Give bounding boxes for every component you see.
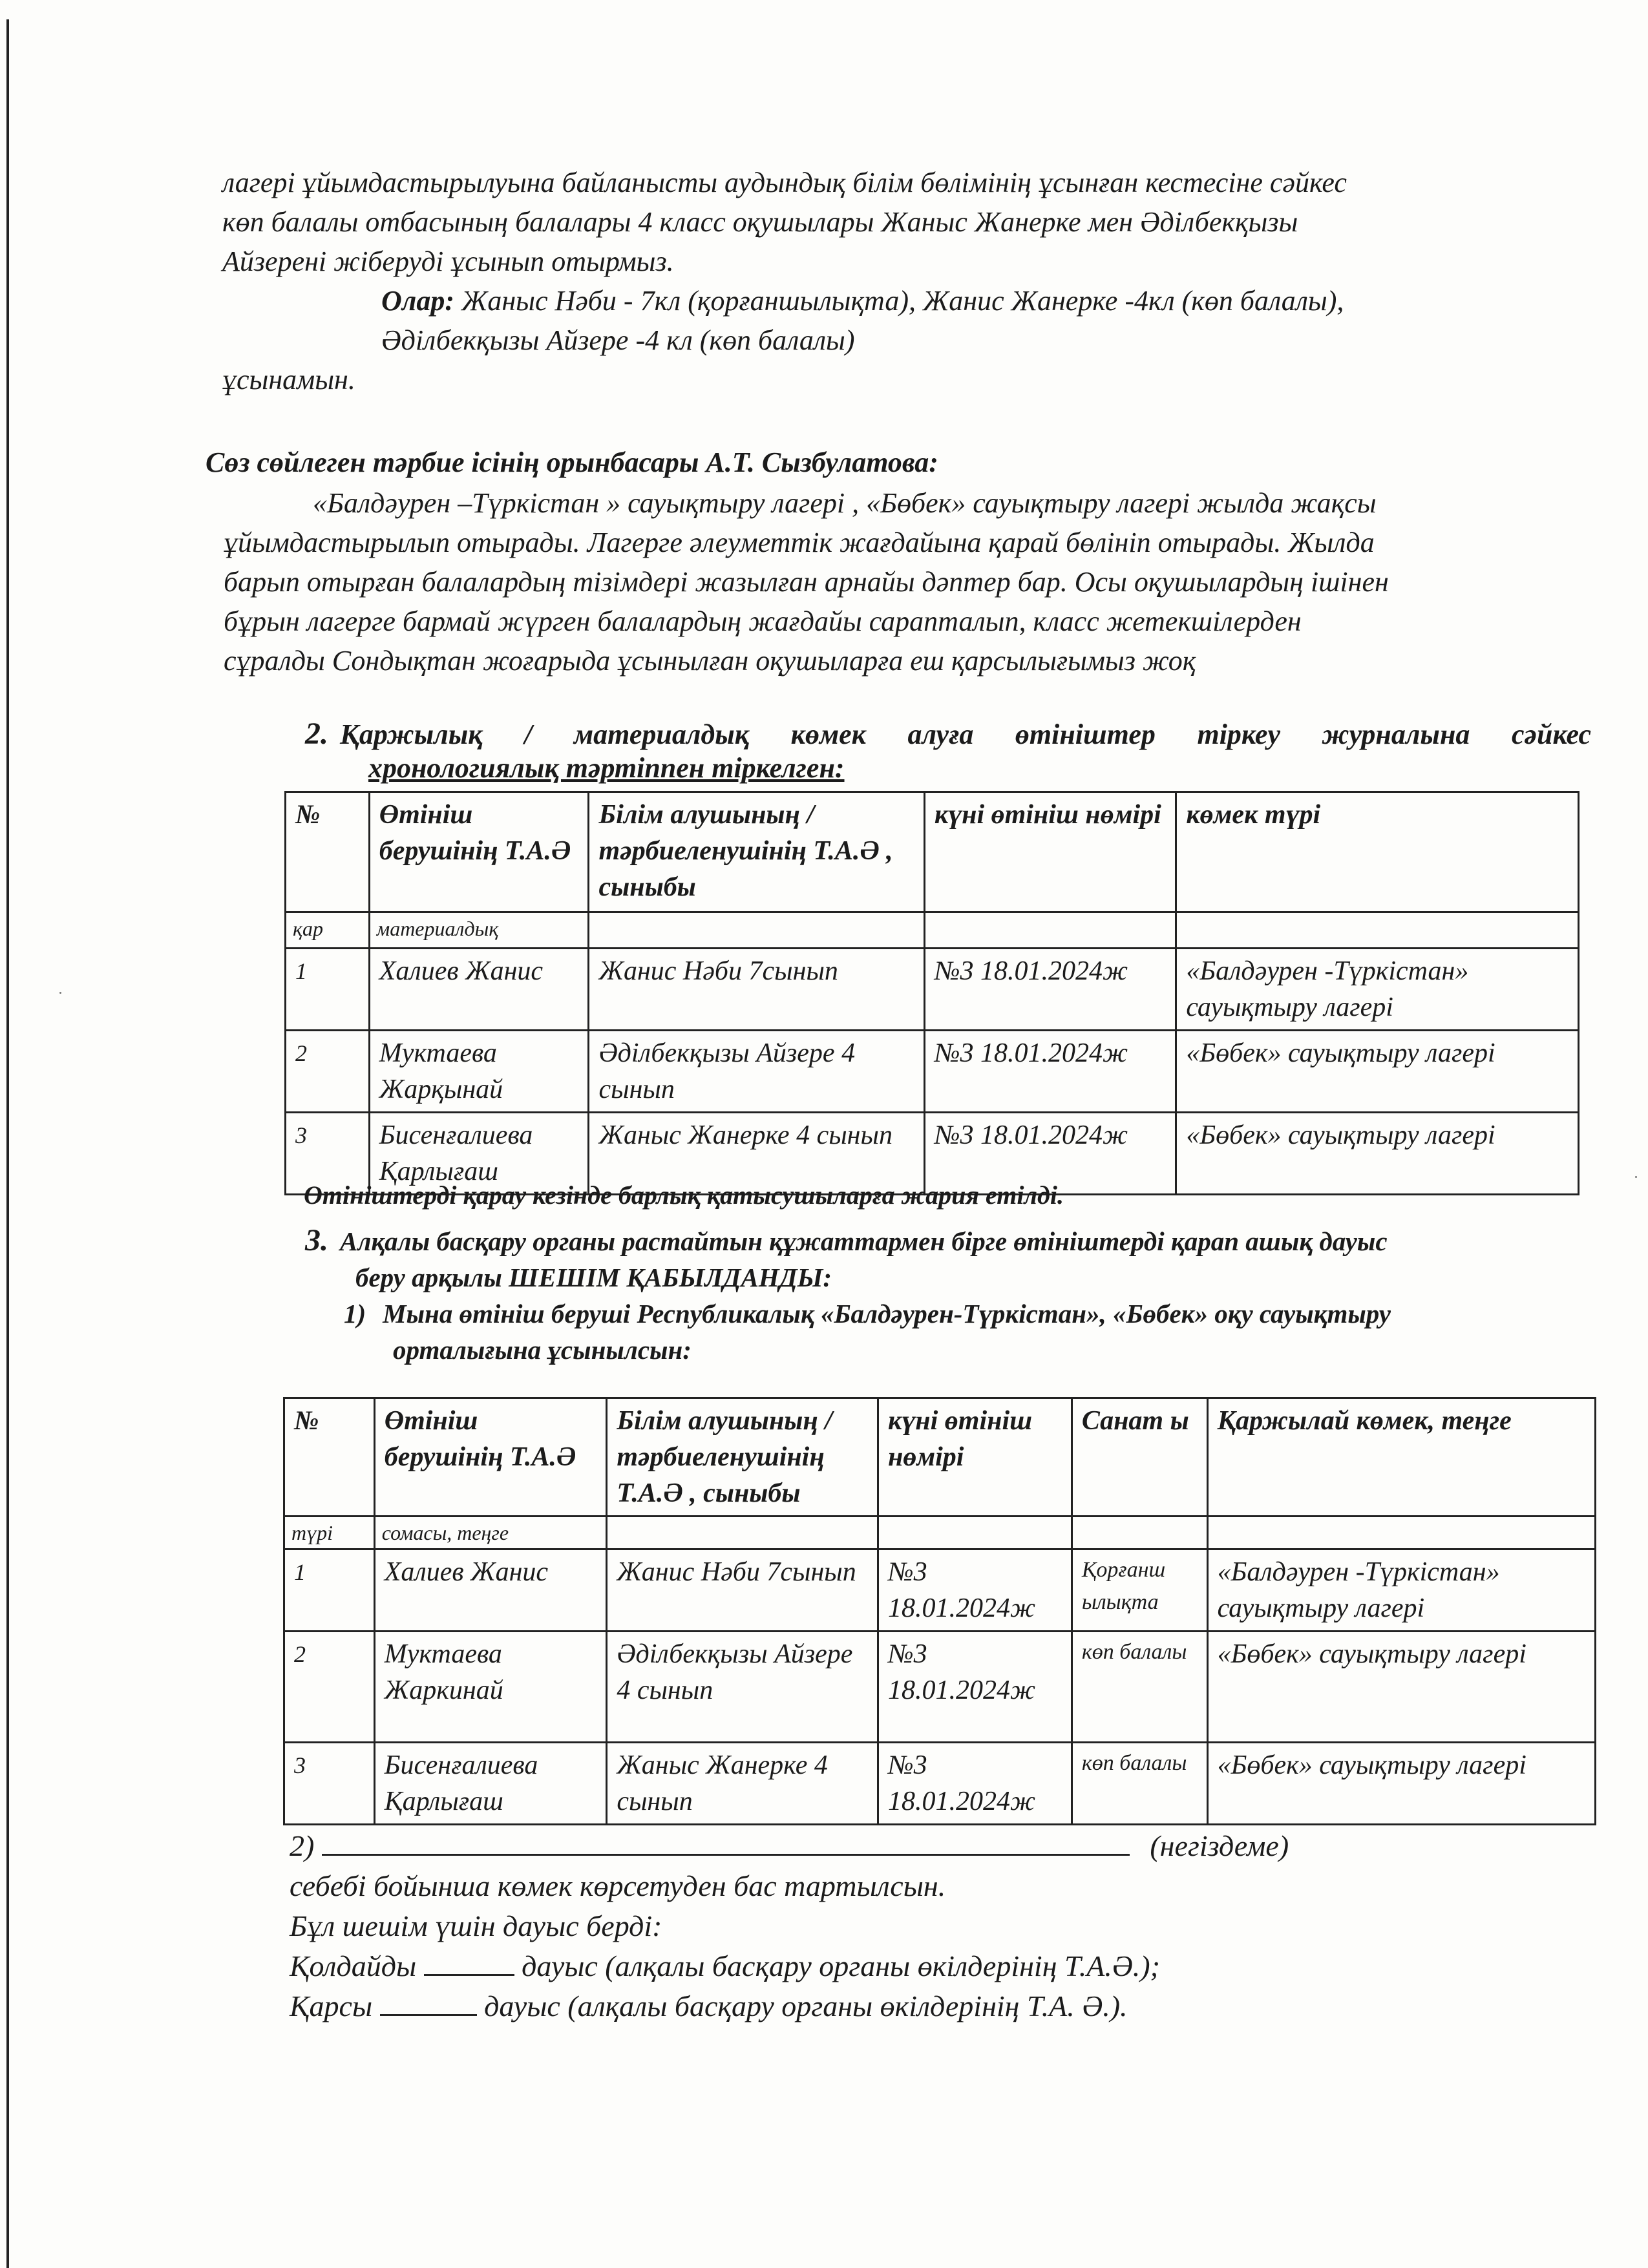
item1-number: 1) bbox=[344, 1299, 366, 1328]
subheader-cell bbox=[1176, 912, 1579, 949]
cell-date: №3 18.01.2024ж bbox=[924, 1113, 1176, 1195]
speech-line: барып отырған балалардың тізімдері жазылған арнайы дәптер бар. Осы оқушылардың ішінен bbox=[224, 566, 1389, 598]
item2-line bbox=[290, 1826, 1614, 1866]
subheader-cell: материалдық bbox=[369, 912, 589, 949]
cell-applicant: Муктаева Жаркинай bbox=[374, 1632, 607, 1743]
scan-edge bbox=[6, 19, 9, 2268]
item1-line1: Мына өтініш беруші Республикалық «Балдәурен-Түркістан», «Бөбек» оқу сауықтыру bbox=[383, 1299, 1391, 1328]
cell-financial-aid: «Бөбек» сауықтыру лагері bbox=[1207, 1743, 1595, 1825]
intro-line: лагері ұйымдастырылуына байланысты аудындық білім бөлімінің ұсынған кестесіне сәйкес bbox=[222, 167, 1347, 198]
header-number: № bbox=[286, 792, 370, 912]
they-line bbox=[222, 281, 1592, 320]
subheader-cell: түрі bbox=[284, 1517, 375, 1549]
applications-table bbox=[284, 791, 1579, 1195]
section3-number: 3. bbox=[305, 1223, 328, 1257]
cell-student: Әділбекқызы Айзере 4 сынып bbox=[589, 1031, 924, 1113]
speech-line: «Балдәурен –Түркістан » сауықтыру лагері , «Бөбек» сауықтыру лагері жылда жақсы bbox=[313, 487, 1377, 519]
against-blank bbox=[380, 2014, 477, 2016]
section2-title-line2: хронологиялық тәртіппен тіркелген: bbox=[368, 752, 845, 784]
section2-note: Өтініштерді қарау кезінде барлық қатысушыларға жария етілді. bbox=[304, 1181, 1064, 1210]
footer-block bbox=[290, 1826, 1614, 2026]
subheader-cell bbox=[878, 1517, 1072, 1549]
scan-speck bbox=[1635, 1176, 1637, 1178]
table-header-row bbox=[284, 1398, 1596, 1517]
cell-category: көп балалы bbox=[1072, 1743, 1207, 1825]
intro-line: Айзерені жіберуді ұсынып отырмыз. bbox=[222, 246, 674, 277]
intro-paragraph bbox=[222, 163, 1592, 399]
cell-number: 1 bbox=[284, 1549, 375, 1632]
voted-line: Бұл шешім үшін дауыс берді: bbox=[290, 1909, 662, 1942]
cell-number: 2 bbox=[286, 1031, 370, 1113]
cell-applicant: Халиев Жанис bbox=[374, 1549, 607, 1632]
section2-title-line1: Қаржылық / материалдық көмек алуға өтініштер тіркеу журналына сәйкес bbox=[340, 719, 1591, 750]
propose-text: ұсынамын. bbox=[222, 364, 355, 395]
table-header-row bbox=[286, 792, 1579, 912]
subheader-cell bbox=[1072, 1517, 1207, 1549]
speech-line: бұрын лагерге бармай жүрген балалардың жағдайы сарапталып, класс жетекшілерден bbox=[224, 605, 1302, 637]
subheader-cell bbox=[589, 912, 924, 949]
item2-suffix: (негіздеме) bbox=[1150, 1829, 1289, 1862]
cell-financial-aid: «Бөбек» сауықтыру лагері bbox=[1207, 1632, 1595, 1743]
cell-applicant: Бисенғалиева Қарлығаш bbox=[369, 1113, 589, 1195]
scan-speck bbox=[59, 992, 61, 994]
table-row bbox=[284, 1549, 1596, 1632]
cell-date: №3 18.01.2024ж bbox=[878, 1549, 1072, 1632]
header-date: күні өтініш нөмірі bbox=[878, 1398, 1072, 1517]
cell-number: 2 bbox=[284, 1632, 375, 1743]
section3-title-line2: беру арқылы ШЕШІМ ҚАБЫЛДАНДЫ: bbox=[355, 1263, 832, 1292]
table-row bbox=[286, 1031, 1579, 1113]
table-subheader-row bbox=[284, 1517, 1596, 1549]
cell-student: Жаныс Жанерке 4 сынып bbox=[607, 1743, 878, 1825]
header-applicant: Өтініш берушінің Т.А.Ә bbox=[374, 1398, 607, 1517]
header-student: Білім алушының /тәрбиеленушінің Т.А.Ә , сыныбы bbox=[589, 792, 924, 912]
section2-number: 2. bbox=[305, 717, 328, 751]
cell-aid-type: «Бөбек» сауықтыру лагері bbox=[1176, 1031, 1579, 1113]
header-aid-type: көмек түрі bbox=[1176, 792, 1579, 912]
decision-table bbox=[283, 1397, 1596, 1825]
item1-line2: орталығына ұсынылсын: bbox=[393, 1335, 692, 1365]
header-date: күні өтініш нөмірі bbox=[924, 792, 1176, 912]
cell-category: көп балалы bbox=[1072, 1632, 1207, 1743]
cell-financial-aid: «Балдәурен -Түркістан» сауықтыру лагері bbox=[1207, 1549, 1595, 1632]
cell-aid-type: «Бөбек» сауықтыру лагері bbox=[1176, 1113, 1579, 1195]
header-number: № bbox=[284, 1398, 375, 1517]
against-label: Қарсы bbox=[290, 1990, 373, 2022]
section2-heading bbox=[305, 716, 1591, 784]
header-category: Санат ы bbox=[1072, 1398, 1207, 1517]
header-financial-aid: Қаржылай көмек, теңге bbox=[1207, 1398, 1595, 1517]
for-suffix: дауыс (алқалы басқару органы өкілдерінің Т.А.Ә.); bbox=[522, 1949, 1160, 1982]
cell-category: Қорғанш ылықта bbox=[1072, 1549, 1207, 1632]
reason-blank bbox=[322, 1854, 1130, 1856]
table-row bbox=[284, 1743, 1596, 1825]
subheader-cell bbox=[924, 912, 1176, 949]
cell-date: №3 18.01.2024ж bbox=[924, 1031, 1176, 1113]
cell-number: 3 bbox=[286, 1113, 370, 1195]
they-text: Жаныс Нәби - 7кл (қорғаншылықта), Жанис Жанерке -4кл (көп балалы), bbox=[454, 285, 1344, 317]
speech-line: ұйымдастырылып отырады. Лагерге әлеуметтік жағдайына қарай бөлініп отырады. Жылда bbox=[224, 527, 1375, 558]
cell-student: Әділбекқызы Айзере 4 сынып bbox=[607, 1632, 878, 1743]
cell-student: Жанис Нәби 7сынып bbox=[589, 949, 924, 1031]
for-label: Қолдайды bbox=[290, 1949, 417, 1982]
cell-date: №3 18.01.2024ж bbox=[878, 1743, 1072, 1825]
subheader-cell bbox=[1207, 1517, 1595, 1549]
cell-applicant: Бисенғалиева Қарлығаш bbox=[374, 1743, 607, 1825]
cell-applicant: Муктаева Жарқынай bbox=[369, 1031, 589, 1113]
subheader-cell: сомасы, теңге bbox=[374, 1517, 607, 1549]
speech-heading: Сөз сөйлеген тәрбие ісінің орынбасары А.Т. Сызбулатова: bbox=[206, 446, 938, 478]
they-label: Олар: bbox=[381, 285, 455, 317]
cell-aid-type: «Балдәурен -Түркістан» сауықтыру лагері bbox=[1176, 949, 1579, 1031]
against-suffix: дауыс (алқалы басқару органы өкілдерінің Т.А. Ә.). bbox=[484, 1990, 1128, 2022]
item2-number: 2) bbox=[290, 1829, 315, 1862]
cell-student: Жанис Нәби 7сынып bbox=[607, 1549, 878, 1632]
cell-number: 3 bbox=[284, 1743, 375, 1825]
table-subheader-row bbox=[286, 912, 1579, 949]
for-line bbox=[290, 1946, 1614, 1986]
table-row bbox=[286, 949, 1579, 1031]
table-row bbox=[284, 1632, 1596, 1743]
cell-number: 1 bbox=[286, 949, 370, 1031]
cell-date: №3 18.01.2024ж bbox=[924, 949, 1176, 1031]
for-blank bbox=[424, 1974, 514, 1976]
against-line bbox=[290, 1986, 1614, 2026]
speech-line: сұралды Сондықтан жоғарыда ұсынылған оқушыларға еш қарсылығымыз жоқ bbox=[224, 645, 1196, 677]
header-student: Білім алушының /тәрбиеленушінің Т.А.Ә , сыныбы bbox=[607, 1398, 878, 1517]
cell-applicant: Халиев Жанис bbox=[369, 949, 589, 1031]
intro-line: көп балалы отбасының балалары 4 класс оқушылары Жаныс Жанерке мен Әділбекқызы bbox=[222, 206, 1298, 238]
subheader-cell bbox=[607, 1517, 878, 1549]
refuse-line: себебі бойынша көмек көрсетуден бас тартылсын. bbox=[290, 1869, 946, 1902]
subheader-cell: қар bbox=[286, 912, 370, 949]
they-line-2: Әділбекқызы Айзере -4 кл (көп балалы) bbox=[381, 324, 855, 356]
section3-title-line1: Алқалы басқару органы растайтын құжаттармен бірге өтініштерді қарап ашық дауыс bbox=[340, 1226, 1388, 1256]
speech-paragraph bbox=[224, 483, 1594, 680]
section3-heading bbox=[305, 1223, 1391, 1368]
cell-date: №3 18.01.2024ж bbox=[878, 1632, 1072, 1743]
cell-student: Жаныс Жанерке 4 сынып bbox=[589, 1113, 924, 1195]
header-applicant: Өтініш берушінің Т.А.Ә bbox=[369, 792, 589, 912]
